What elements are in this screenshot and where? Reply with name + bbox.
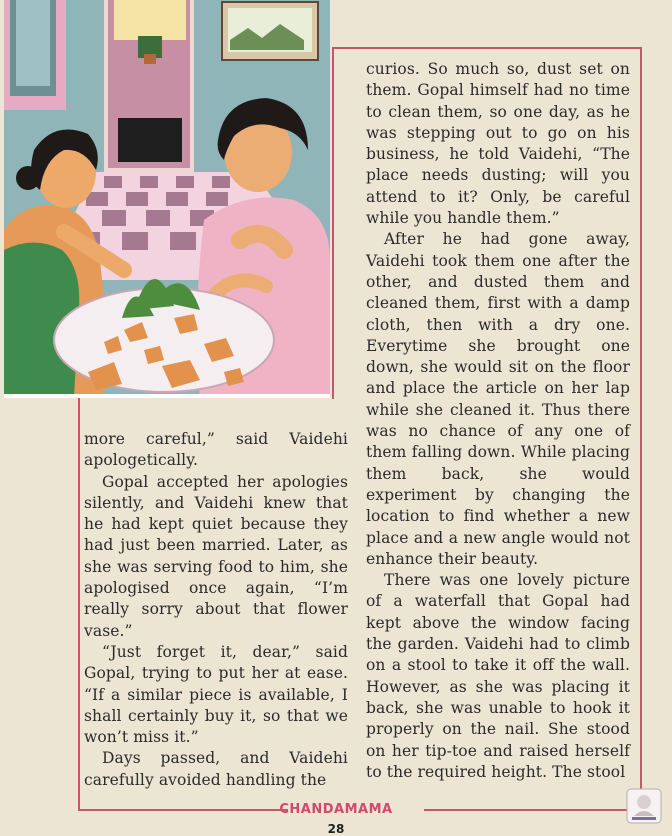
paragraph: Days passed, and Vaidehi carefully avoided handling the bbox=[84, 749, 348, 789]
paragraph: There was one lovely picture of a waterfall that Gopal had kept above the window facing the garden. Vaidehi had to climb on a stool to take it off the wall. However, as she was placing it back, she was unable to hook it properly on the nail. She stood on her tip-toe and raised herself to the required height. The stool bbox=[366, 571, 630, 781]
magazine-name: CHANDAMAMA bbox=[279, 802, 393, 817]
frame-left bbox=[78, 398, 80, 811]
paragraph: more careful,” said Vaidehi apologetically. bbox=[84, 430, 348, 470]
story-illustration bbox=[4, 0, 330, 398]
chandamama-logo-icon bbox=[626, 788, 662, 824]
paragraph: Gopal accepted her apologies silently, and Vaidehi knew that he had kept quiet because they had just been married. Later, as she was serving food to him, she apologised once again, “I’m really sorry about that flower vase.” bbox=[84, 472, 348, 640]
left-text-column bbox=[84, 429, 348, 791]
right-text-column bbox=[366, 59, 630, 783]
frame-top bbox=[332, 47, 642, 49]
paragraph: After he had gone away, Vaidehi took them one after the other, and dusted them and cleaned them, first with a damp cloth, then with a dry one. Everytime she brought one down, she would sit on the floor and place the article on her lap while she cleaned it. Thus there was no chance of any one of them falling down. While placing them back, she would experiment by changing the location to find whether a new place and a new angle would not enhance their beauty. bbox=[366, 230, 630, 568]
page-number: 28 bbox=[327, 822, 345, 836]
frame-mid-left bbox=[332, 47, 334, 399]
paragraph: curios. So much so, dust set on them. Gopal himself had no time to clean them, so one day, as he was stepping out to go on his business, he told Vaidehi, “The place needs dusting; will you attend to it? Only, be careful while you handle them.” bbox=[366, 60, 630, 228]
paragraph: “Just forget it, dear,” said Gopal, trying to put her at ease. “If a similar piece is available, I shall certainly buy it, so that we won’t miss it.” bbox=[84, 642, 348, 747]
frame-right bbox=[640, 47, 642, 811]
